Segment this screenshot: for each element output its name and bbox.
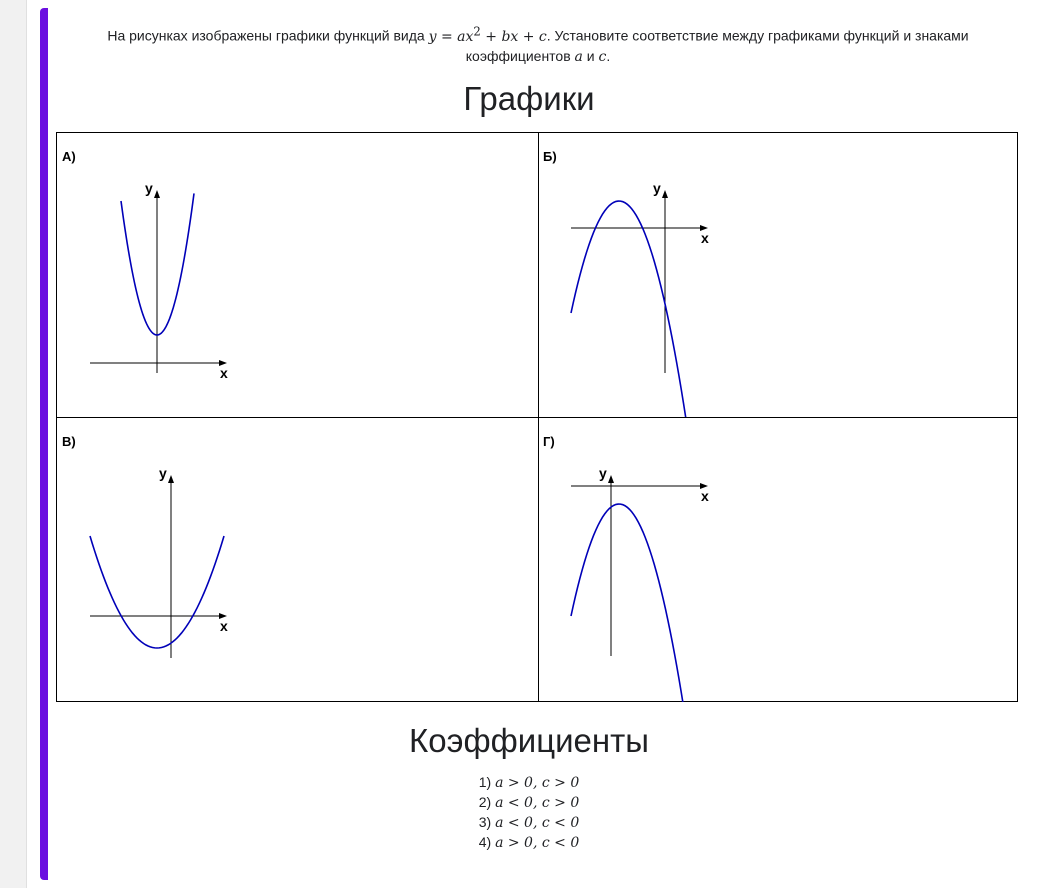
graphs-table: [56, 132, 1018, 702]
graph-cell-a: [57, 133, 537, 417]
y-axis-label: y: [159, 465, 167, 481]
graph-cell-g: [538, 418, 1018, 702]
graph-label-g: Г): [543, 434, 555, 449]
x-axis-label: x: [701, 488, 709, 504]
intro-text-start: На рисунках изображены графики функций вида: [107, 27, 425, 44]
intro-period: .: [606, 47, 611, 64]
option-number: 2): [478, 794, 492, 810]
graph-a: [57, 133, 537, 417]
option-number: 3): [478, 814, 492, 830]
y-axis-arrow: [168, 475, 174, 483]
formula-ax: = ax: [436, 28, 474, 45]
x-axis-label: x: [701, 230, 709, 246]
graph-cell-b: [538, 133, 1018, 417]
graph-cell-v: [57, 418, 537, 702]
graph-label-v: В): [62, 434, 76, 449]
parabola-curve: [571, 504, 706, 702]
parabola-curve: [571, 201, 706, 417]
coef-a: a: [574, 48, 583, 65]
option-number: 1): [478, 774, 492, 790]
graph-g: [538, 418, 1018, 702]
question-text: [62, 22, 1014, 67]
option-number: 4): [478, 834, 492, 850]
option-condition: a < 0, c > 0: [495, 795, 580, 811]
graphs-heading: Графики: [463, 80, 595, 117]
coefficient-option: [0, 793, 1058, 813]
coefficient-option: [0, 833, 1058, 853]
coefficient-option: [0, 813, 1058, 833]
y-axis-arrow: [154, 190, 160, 198]
coefficient-option: [0, 773, 1058, 793]
graph-b: [538, 133, 1018, 417]
parabola-curve: [90, 536, 224, 648]
x-axis-label: x: [220, 618, 228, 634]
formula: [428, 24, 547, 45]
y-axis-label: y: [599, 465, 607, 481]
coef-c: c: [598, 48, 607, 65]
and-word: и: [582, 47, 599, 64]
y-axis-arrow: [662, 190, 668, 198]
coefficients-list: [0, 773, 1058, 853]
y-axis-label: y: [145, 180, 153, 196]
formula-exponent: 2: [473, 24, 481, 38]
formula-rest: + bx + c: [480, 28, 547, 45]
coefficients-heading: Коэффициенты: [409, 722, 649, 759]
option-condition: a > 0, c > 0: [495, 775, 580, 791]
option-condition: a < 0, c < 0: [495, 815, 580, 831]
y-axis-arrow: [608, 475, 614, 483]
y-axis-label: y: [653, 180, 661, 196]
graph-label-b: Б): [543, 149, 557, 164]
option-condition: a > 0, c < 0: [495, 835, 580, 851]
formula-y: y: [428, 28, 437, 45]
x-axis-label: x: [220, 365, 228, 381]
graph-label-a: А): [62, 149, 76, 164]
graph-v: [57, 418, 537, 702]
intro-text-end: . Установите соответствие между графиками функций и знаками коэффициентов: [465, 27, 969, 64]
